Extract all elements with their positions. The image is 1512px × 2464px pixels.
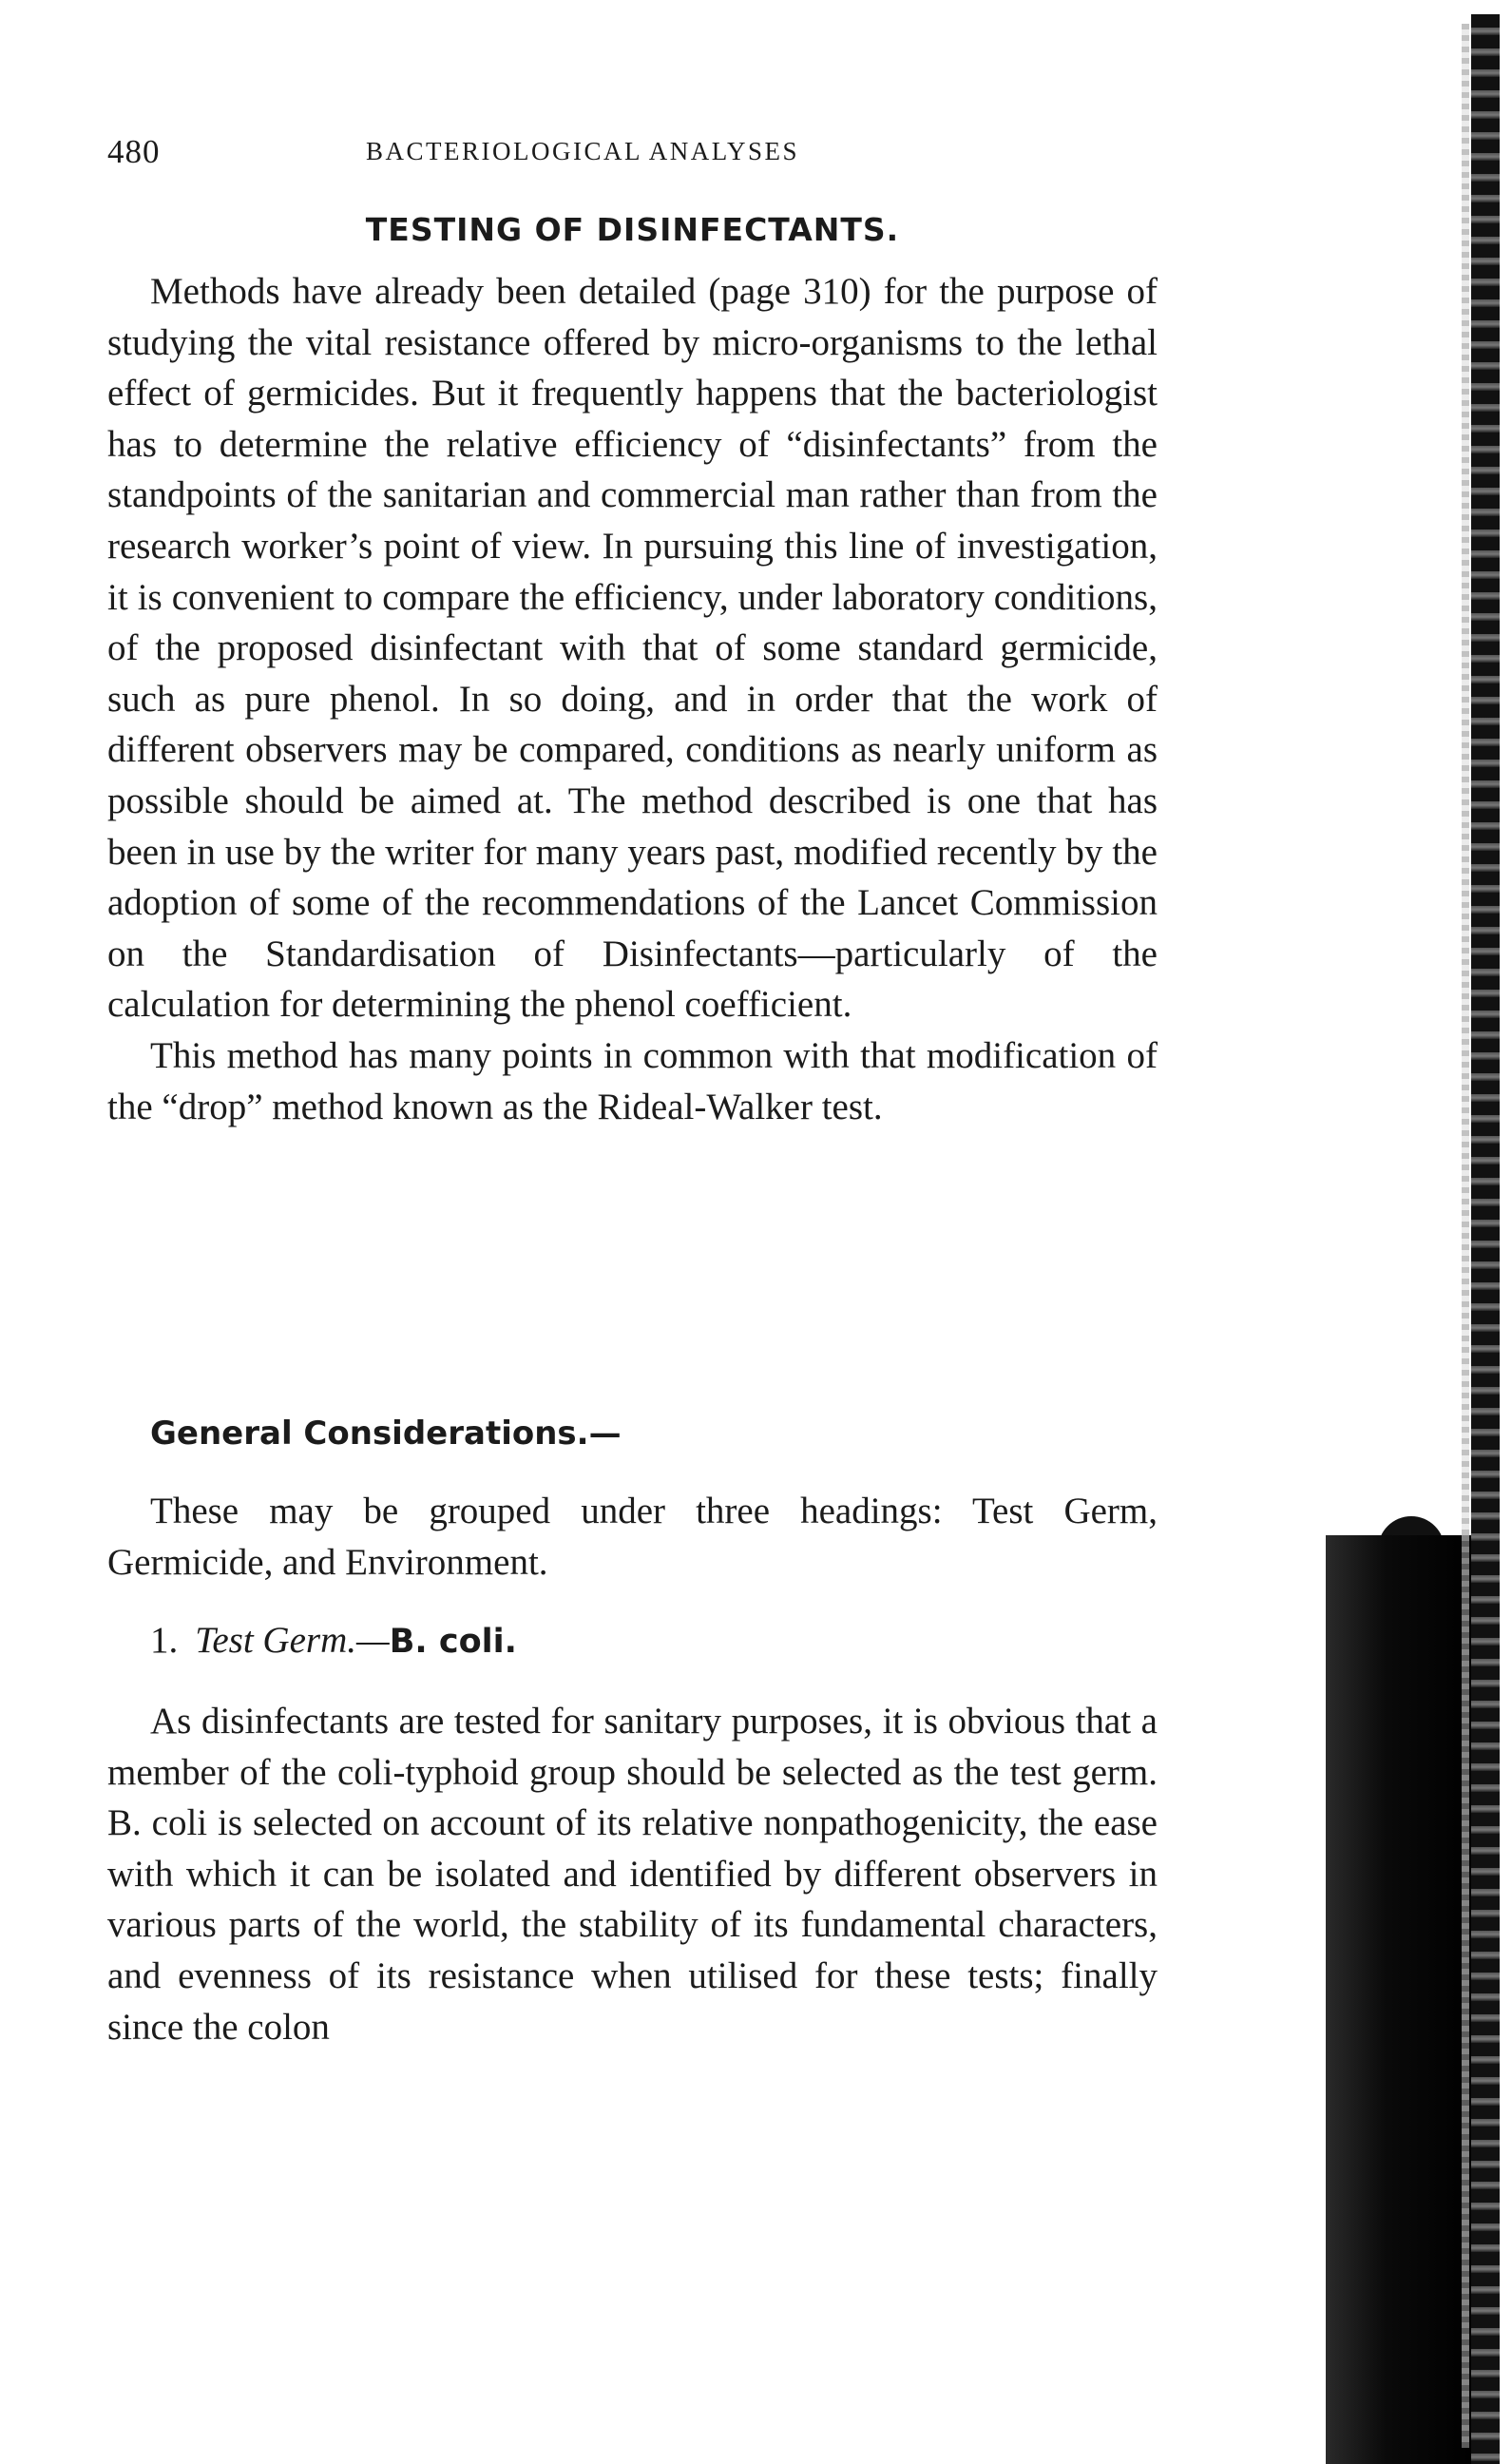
test-germ-bold-label: B. coli. — [389, 1623, 517, 1661]
paragraph-headings: These may be grouped under three headings: Test Germ, Germicide, and Environment. — [107, 1491, 1158, 1583]
running-head: BACTERIOLOGICAL ANALYSES — [366, 137, 800, 165]
page-number: 480 — [107, 133, 161, 170]
paragraph-intro: Methods have already been detailed (page 310) for the purpose of studying the vital resistance offered by micro-organisms to the lethal effect of germicides. But it frequently happens that the bacteriologist has to determine the relative efficiency of “disinfectants” from the standpoints of the sanitarian and commercial man rather than from the research worker’s point of view. In pursuing this line of investigation, it is convenient to compare the efficiency, under laboratory conditions, of the proposed disinfectant with that of some standard germicide, such as pure phenol. In so doing, and in order that the work of different observers may be compared, conditions as nearly uniform as possible should be aimed at. The method described is one that has been in use by the writer for many years past, modified recently by the adoption of some of the recommendations of the Lancet Commission on the Standardisation of Disinfectants—particularly of the calculation for determining the phenol coefficient. — [107, 271, 1158, 1026]
binding-edge-inner — [1462, 24, 1469, 2448]
test-germ-heading — [150, 1619, 517, 1662]
paragraph-headings-block — [107, 1486, 1158, 1588]
test-germ-italic-label: Test Germ.— — [195, 1620, 390, 1661]
scan-shadow — [1326, 1535, 1478, 2464]
paragraph-method: This method has many points in common with that modification of the “drop” method known as the Rideal-Walker test. — [107, 1034, 1158, 1127]
paragraph-test-germ: As disinfectants are tested for sanitary purposes, it is obvious that a member of the coli-typhoid group should be selected as the test germ. B. coli is selected on account of its relative nonpathogenicity, the ease with which it can be isolated and identified by different observers in various parts of the world, the stability of its fundamental characters, and evenness of its resistance when utilised for these tests; finally since the colon — [107, 1701, 1158, 2048]
binding-edge — [1471, 14, 1500, 2464]
paragraph-test-germ-block — [107, 1696, 1158, 2052]
paragraph-intro-block — [107, 266, 1158, 1132]
subheading-general-considerations: General Considerations.— — [150, 1415, 622, 1453]
section-title: TESTING OF DISINFECTANTS. — [365, 211, 900, 248]
page-header — [107, 133, 1158, 175]
test-germ-number: 1. — [150, 1620, 179, 1661]
